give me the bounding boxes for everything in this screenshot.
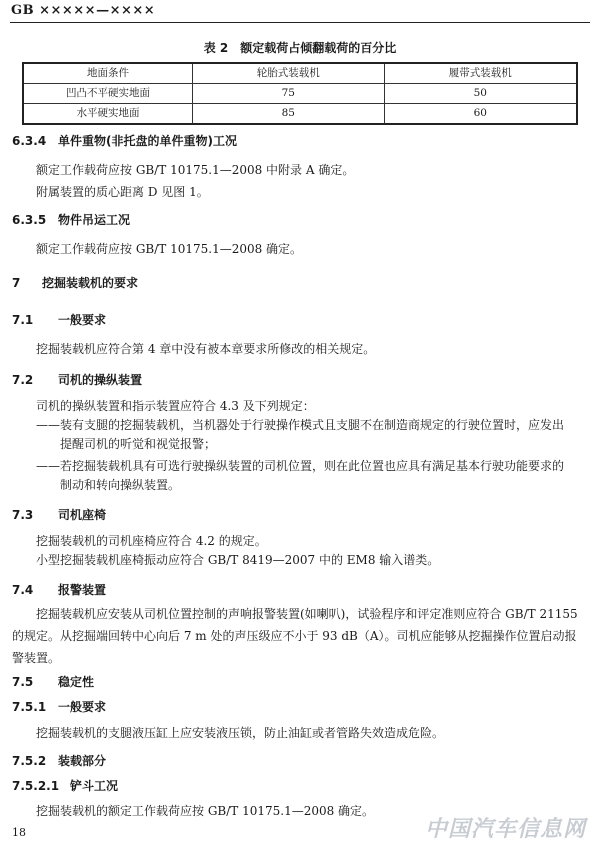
table-cell: 水平硬实地面 — [23, 104, 193, 125]
section-number: 6.3.5 — [12, 213, 47, 227]
table-cell: 50 — [384, 84, 577, 104]
section-title: 司机座椅 — [58, 508, 107, 522]
section-number: 7.3 — [12, 508, 34, 522]
section-title: 司机的操纵装置 — [58, 373, 143, 387]
section-heading-6-3-5 — [12, 212, 130, 228]
header-rule — [10, 22, 590, 23]
section-title: 一般要求 — [58, 313, 107, 327]
table-row — [23, 104, 577, 125]
table-cell: 凹凸不平硬实地面 — [23, 84, 193, 104]
section-heading-7-5-1 — [12, 699, 106, 715]
table-caption: 表 2 额定载荷占倾翻载荷的百分比 — [203, 41, 397, 55]
list-item-line: ——装有支腿的挖掘装载机，当机器处于行驶操作模式且支腿不在制造商规定的行驶位置时，应发出 — [36, 418, 565, 432]
section-title: 报警装置 — [58, 583, 107, 597]
section-title: 一般要求 — [58, 700, 107, 714]
section-number: 7.1 — [12, 313, 34, 327]
table-cell: 60 — [384, 104, 577, 125]
page-number: 18 — [12, 826, 26, 839]
load-percentage-table — [22, 62, 578, 125]
section-number: 7.5.2 — [12, 754, 47, 768]
paragraph-line: 挖掘装载机应符合第 4 章中没有被本章要求所修改的相关规定。 — [36, 342, 376, 356]
section-number: 7.2 — [12, 373, 34, 387]
section-heading-7-2 — [12, 372, 142, 388]
paragraph-line: 司机的操纵装置和指示装置应符合 4.3 及下列规定： — [36, 399, 315, 413]
table-cell: 75 — [193, 84, 385, 104]
paragraph-line: 额定工作载荷应按 GB/T 10175.1—2008 确定。 — [36, 242, 303, 256]
table-cell: 85 — [193, 104, 385, 125]
section-number: 7.5.2.1 — [12, 779, 60, 793]
section-number: 6.3.4 — [12, 134, 47, 148]
column-header: 轮胎式装载机 — [193, 63, 385, 84]
paragraph-line: 小型挖掘装载机座椅振动应符合 GB/T 8419—2007 中的 EM8 输入谱类。 — [36, 553, 440, 567]
paragraph-line: 挖掘装载机的支腿液压缸上应安装液压锁，防止油缸或者管路失效造成危险。 — [36, 726, 445, 740]
section-title: 装载部分 — [58, 754, 107, 768]
paragraph-line: 的规定。从挖掘端回转中心向后 7 m 处的声压级应不小于 93 dB（A）。司机应能够从挖掘操作位置启动报 — [12, 629, 577, 643]
section-heading-7-4 — [12, 582, 106, 598]
paragraph-line: 附属装置的质心距离 D 见图 1。 — [36, 185, 209, 199]
table-row — [23, 84, 577, 104]
section-number: 7.5.1 — [12, 700, 47, 714]
paragraph-line: 挖掘装载机的额定工作载荷应按 GB/T 10175.1—2008 确定。 — [36, 804, 375, 818]
section-title: 挖掘装载机的要求 — [42, 276, 139, 290]
section-heading-6-3-4 — [12, 133, 237, 149]
column-header: 履带式装载机 — [384, 63, 577, 84]
section-number: 7.5 — [12, 675, 34, 689]
table-header-row — [23, 63, 577, 84]
section-title: 铲斗工况 — [70, 779, 119, 793]
paragraph-line: 挖掘装载机应安装从司机位置控制的声响报警装置(如喇叭)，试验程序和评定准则应符合 GB/T 21155 — [36, 607, 578, 621]
section-heading-7-3 — [12, 507, 106, 523]
list-item-line: 提醒司机的听觉和视觉报警； — [60, 437, 217, 451]
section-heading-7-5-2 — [12, 753, 106, 769]
section-title: 稳定性 — [58, 675, 95, 689]
section-number: 7.4 — [12, 583, 34, 597]
paragraph-line: 额定工作载荷应按 GB/T 10175.1—2008 中附录 A 确定。 — [36, 163, 355, 177]
section-title: 物件吊运工况 — [58, 213, 131, 227]
watermark-logo: 中国汽车信息网 — [424, 817, 586, 843]
section-number: 7 — [12, 276, 21, 290]
section-heading-7-1 — [12, 312, 106, 328]
section-heading-7-5-2-1 — [12, 778, 118, 794]
list-item-line: 制动和转向操纵装置。 — [60, 478, 181, 492]
standard-code-header: GB ×××××—×××× — [11, 3, 156, 18]
chapter-heading-7 — [12, 275, 138, 291]
paragraph-line: 挖掘装载机的司机座椅应符合 4.2 的规定。 — [36, 534, 267, 548]
section-heading-7-5 — [12, 674, 94, 690]
paragraph-line: 警装置。 — [12, 651, 61, 665]
list-item-line: ——若挖掘装载机具有可选行驶操纵装置的司机位置，则在此位置也应具有满足基本行驶功能要求的 — [36, 459, 565, 473]
column-header: 地面条件 — [23, 63, 193, 84]
section-title: 单件重物(非托盘的单件重物)工况 — [58, 134, 237, 148]
